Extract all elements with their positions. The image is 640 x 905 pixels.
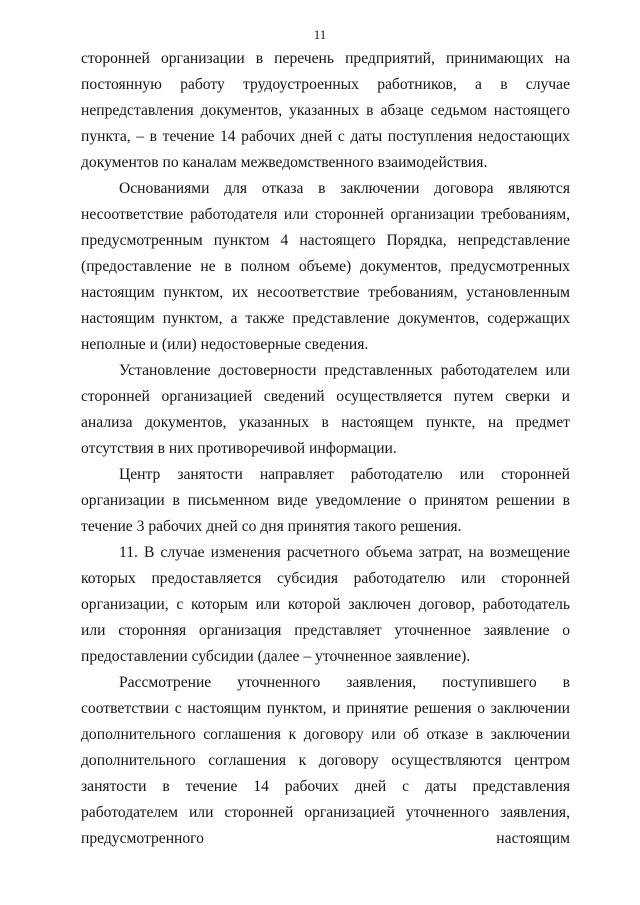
paragraph-clause-11: 11. В случае изменения расчетного объема затрат, на возмещение которых предоставляется субсидия работодателю или сторонней организации, с которым или которой заключен договор, работодатель или сторонняя организация представляет уточненное заявление о предоставлении субсидии (далее – уточненное заявление). (81, 544, 570, 665)
paragraph-refusal-grounds: Основаниями для отказа в заключении договора являются несоответствие работодателя или сторонней организации требованиям, предусмотренным пунктом 4 настоящего Порядка, непредставление (предоставление не в полном объеме) документов, предусмотренных настоящим пунктом, их несоответствие требованиям, установленным настоящим пунктом, а также представление документов, содержащих неполные и (или) недостоверные сведения. (81, 180, 570, 353)
page-number: 11 (313, 27, 327, 42)
paragraph-review: Рассмотрение уточненного заявления, поступившего в соответствии с настоящим пунктом, и принятие решения о заключении дополнительного соглашения к договору или об отказе в заключении дополнительного соглашения к договору осуществляются центром занятости в течение 14 рабочих дней с даты представления работодателем или сторонней организацией уточненного заявления, предусмотренного настоящим (81, 674, 570, 847)
paragraph-continuation: сторонней организации в перечень предприятий, принимающих на постоянную работу трудоустроенных работников, а в случае непредставления документов, указанных в абзаце седьмом настоящего пункта, – в течение 14 рабочих дней с даты поступления недостающих документов по каналам межведомственного взаимодействия. (81, 50, 570, 171)
paragraph-notification: Центр занятости направляет работодателю или сторонней организации в письменном виде уведомление о принятом решении в течение 3 рабочих дней со дня принятия такого решения. (81, 466, 570, 535)
paragraph-verification: Установление достоверности представленных работодателем или сторонней организацией сведений осуществляется путем сверки и анализа документов, указанных в настоящем пункте, на предмет отсутствия в них противоречивой информации. (81, 362, 570, 457)
document-body (81, 46, 570, 852)
